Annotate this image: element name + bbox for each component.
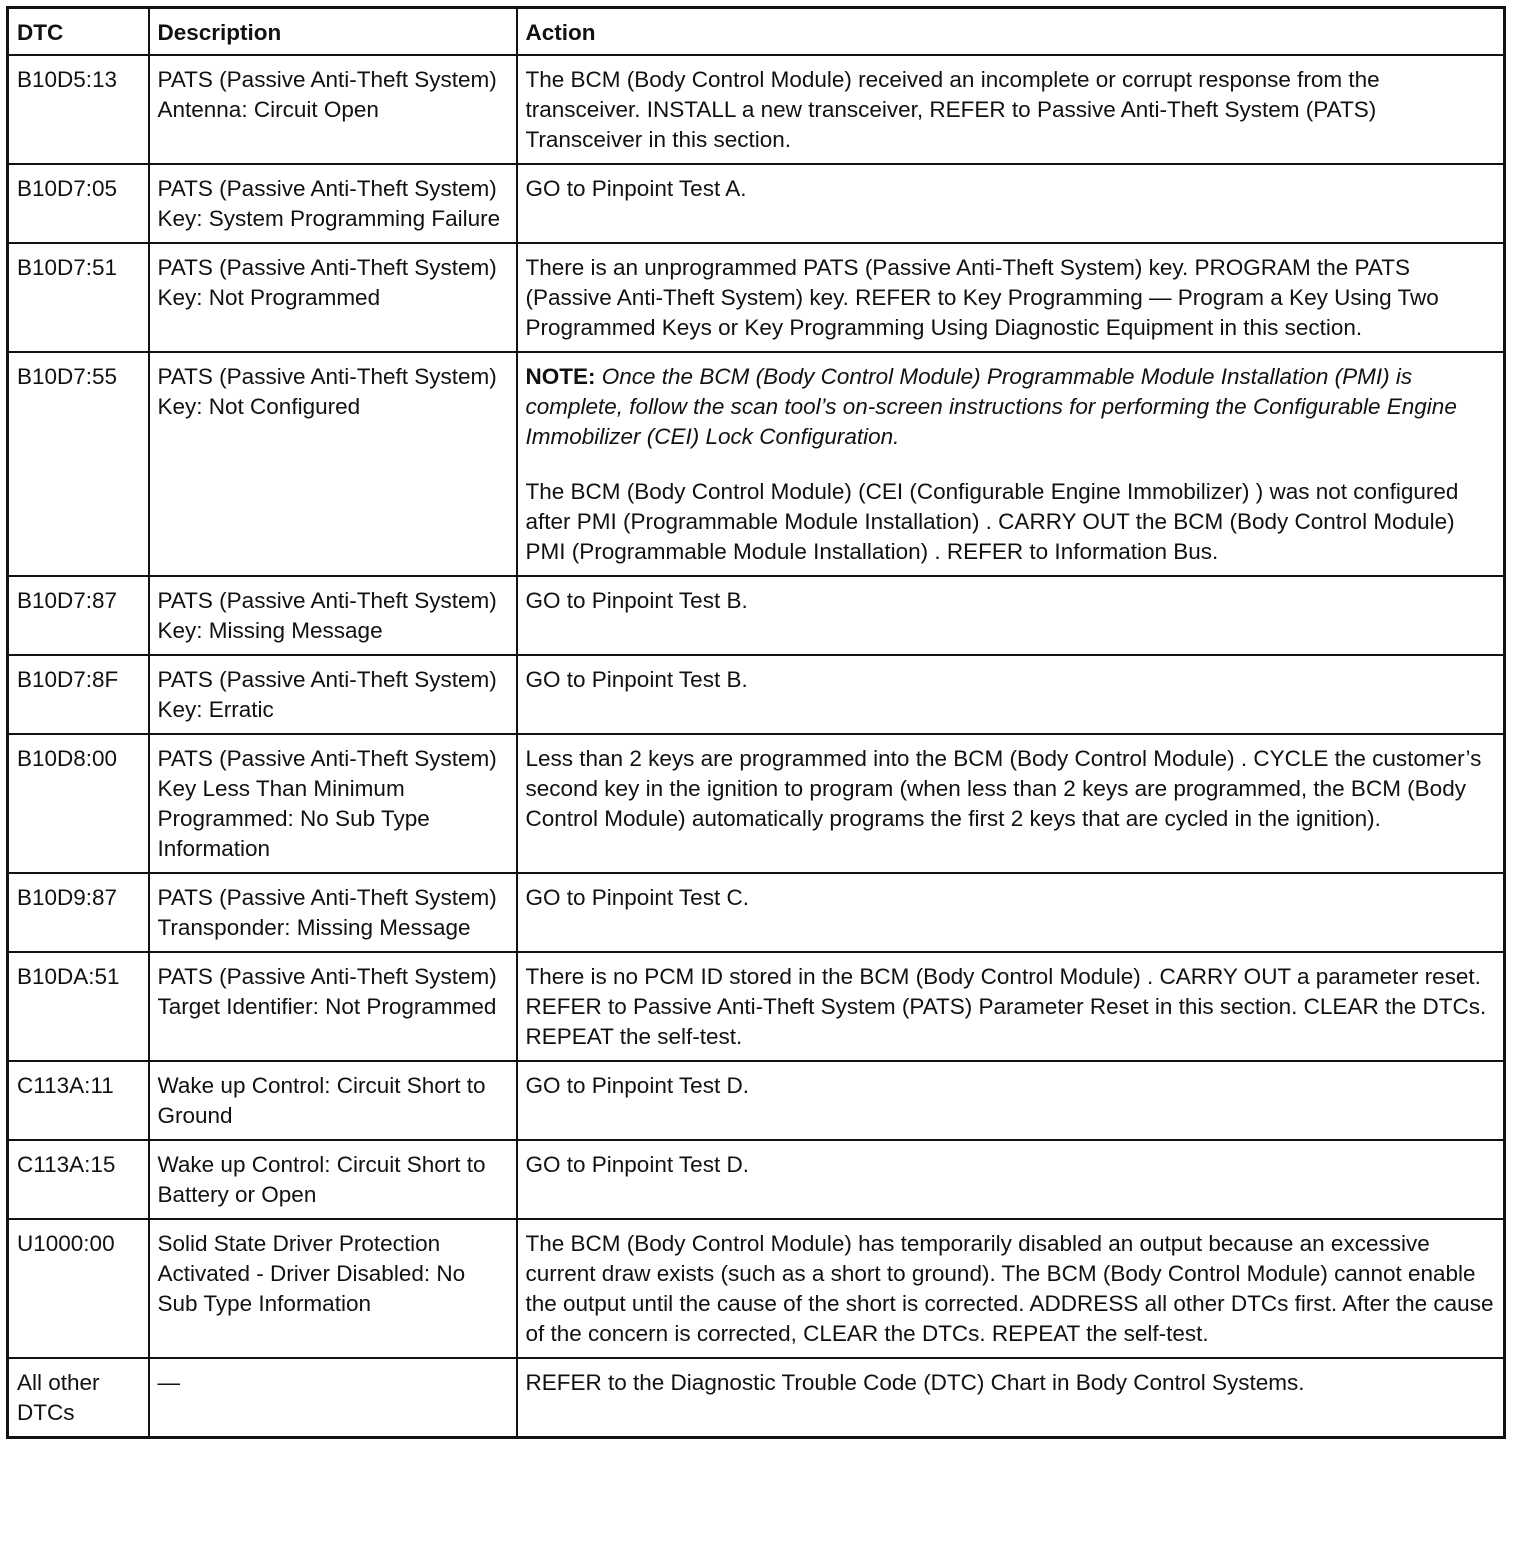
cell-dtc: B10D5:13 xyxy=(8,55,149,164)
cell-dtc: C113A:11 xyxy=(8,1061,149,1140)
cell-action: GO to Pinpoint Test B. xyxy=(517,576,1505,655)
cell-action: GO to Pinpoint Test D. xyxy=(517,1140,1505,1219)
cell-description: PATS (Passive Anti-Theft System) Antenna: Circuit Open xyxy=(149,55,517,164)
table-row xyxy=(8,1358,1505,1438)
cell-action: There is an unprogrammed PATS (Passive Anti-Theft System) key. PROGRAM the PATS (Passive Anti-Theft System) key. REFER to Key Programming — Program a Key Using Two Programmed Keys or Key Programming Using Diagnostic Equipment in this section. xyxy=(517,243,1505,352)
note-label: NOTE: xyxy=(525,364,596,389)
table-row xyxy=(8,655,1505,734)
note-paragraph xyxy=(526,362,1498,452)
cell-description: — xyxy=(149,1358,517,1438)
cell-dtc: B10D7:05 xyxy=(8,164,149,243)
cell-action: GO to Pinpoint Test B. xyxy=(517,655,1505,734)
cell-description: PATS (Passive Anti-Theft System) Key: Not Programmed xyxy=(149,243,517,352)
action-paragraph: The BCM (Body Control Module) (CEI (Configurable Engine Immobilizer) ) was not configured after PMI (Programmable Module Installation) . CARRY OUT the BCM (Body Control Module) PMI (Programmable Module Installation) . REFER to Information Bus. xyxy=(525,479,1459,564)
cell-action: GO to Pinpoint Test A. xyxy=(517,164,1505,243)
header-dtc: DTC xyxy=(8,8,149,56)
header-description: Description xyxy=(149,8,517,56)
cell-description: Solid State Driver Protection Activated - Driver Disabled: No Sub Type Information xyxy=(149,1219,517,1358)
table-row xyxy=(8,873,1505,952)
dtc-table-container xyxy=(6,6,1506,1439)
cell-dtc: B10D7:87 xyxy=(8,576,149,655)
cell-description: Wake up Control: Circuit Short to Ground xyxy=(149,1061,517,1140)
cell-description: Wake up Control: Circuit Short to Battery or Open xyxy=(149,1140,517,1219)
cell-action: The BCM (Body Control Module) has temporarily disabled an output because an excessive current draw exists (such as a short to ground). The BCM (Body Control Module) cannot enable the output until the cause of the short is corrected. ADDRESS all other DTCs first. After the cause of the concern is corrected, CLEAR the DTCs. REPEAT the self-test. xyxy=(517,1219,1505,1358)
cell-dtc: B10D9:87 xyxy=(8,873,149,952)
table-row xyxy=(8,576,1505,655)
cell-dtc: All other DTCs xyxy=(8,1358,149,1438)
cell-action: GO to Pinpoint Test C. xyxy=(517,873,1505,952)
cell-dtc: B10D7:55 xyxy=(8,352,149,576)
header-action: Action xyxy=(517,8,1505,56)
cell-description: PATS (Passive Anti-Theft System) Target Identifier: Not Programmed xyxy=(149,952,517,1061)
table-row xyxy=(8,952,1505,1061)
cell-action: There is no PCM ID stored in the BCM (Body Control Module) . CARRY OUT a parameter reset. REFER to Passive Anti-Theft System (PATS) Parameter Reset in this section. CLEAR the DTCs. REPEAT the self-test. xyxy=(517,952,1505,1061)
cell-description: PATS (Passive Anti-Theft System) Key Less Than Minimum Programmed: No Sub Type Information xyxy=(149,734,517,873)
table-row xyxy=(8,352,1505,576)
table-row xyxy=(8,243,1505,352)
table-row xyxy=(8,164,1505,243)
table-row xyxy=(8,1219,1505,1358)
cell-dtc: B10D7:8F xyxy=(8,655,149,734)
cell-description: PATS (Passive Anti-Theft System) Key: Erratic xyxy=(149,655,517,734)
cell-dtc: B10D8:00 xyxy=(8,734,149,873)
cell-action: Less than 2 keys are programmed into the BCM (Body Control Module) . CYCLE the customer’s second key in the ignition to program (when less than 2 keys are programmed, the BCM (Body Control Module) automatically programs the first 2 keys that are cycled in the ignition). xyxy=(517,734,1505,873)
table-header-row xyxy=(8,8,1505,56)
cell-dtc: U1000:00 xyxy=(8,1219,149,1358)
table-row xyxy=(8,1140,1505,1219)
cell-description: PATS (Passive Anti-Theft System) Key: Missing Message xyxy=(149,576,517,655)
cell-action: GO to Pinpoint Test D. xyxy=(517,1061,1505,1140)
cell-dtc: C113A:15 xyxy=(8,1140,149,1219)
dtc-table xyxy=(6,6,1506,1439)
table-row xyxy=(8,734,1505,873)
table-row xyxy=(8,1061,1505,1140)
cell-dtc: B10DA:51 xyxy=(8,952,149,1061)
cell-description: PATS (Passive Anti-Theft System) Key: Not Configured xyxy=(149,352,517,576)
note-text: Once the BCM (Body Control Module) Programmable Module Installation (PMI) is complete, follow the scan tool’s on-screen instructions for performing the Configurable Engine Immobilizer (CEI) Lock Configuration. xyxy=(525,364,1457,449)
table-row xyxy=(8,55,1505,164)
cell-action: The BCM (Body Control Module) received an incomplete or corrupt response from the transceiver. INSTALL a new transceiver, REFER to Passive Anti-Theft System (PATS) Transceiver in this section. xyxy=(517,55,1505,164)
cell-action: REFER to the Diagnostic Trouble Code (DTC) Chart in Body Control Systems. xyxy=(517,1358,1505,1438)
cell-action xyxy=(517,352,1505,576)
cell-dtc: B10D7:51 xyxy=(8,243,149,352)
cell-description: PATS (Passive Anti-Theft System) Transponder: Missing Message xyxy=(149,873,517,952)
cell-description: PATS (Passive Anti-Theft System) Key: System Programming Failure xyxy=(149,164,517,243)
